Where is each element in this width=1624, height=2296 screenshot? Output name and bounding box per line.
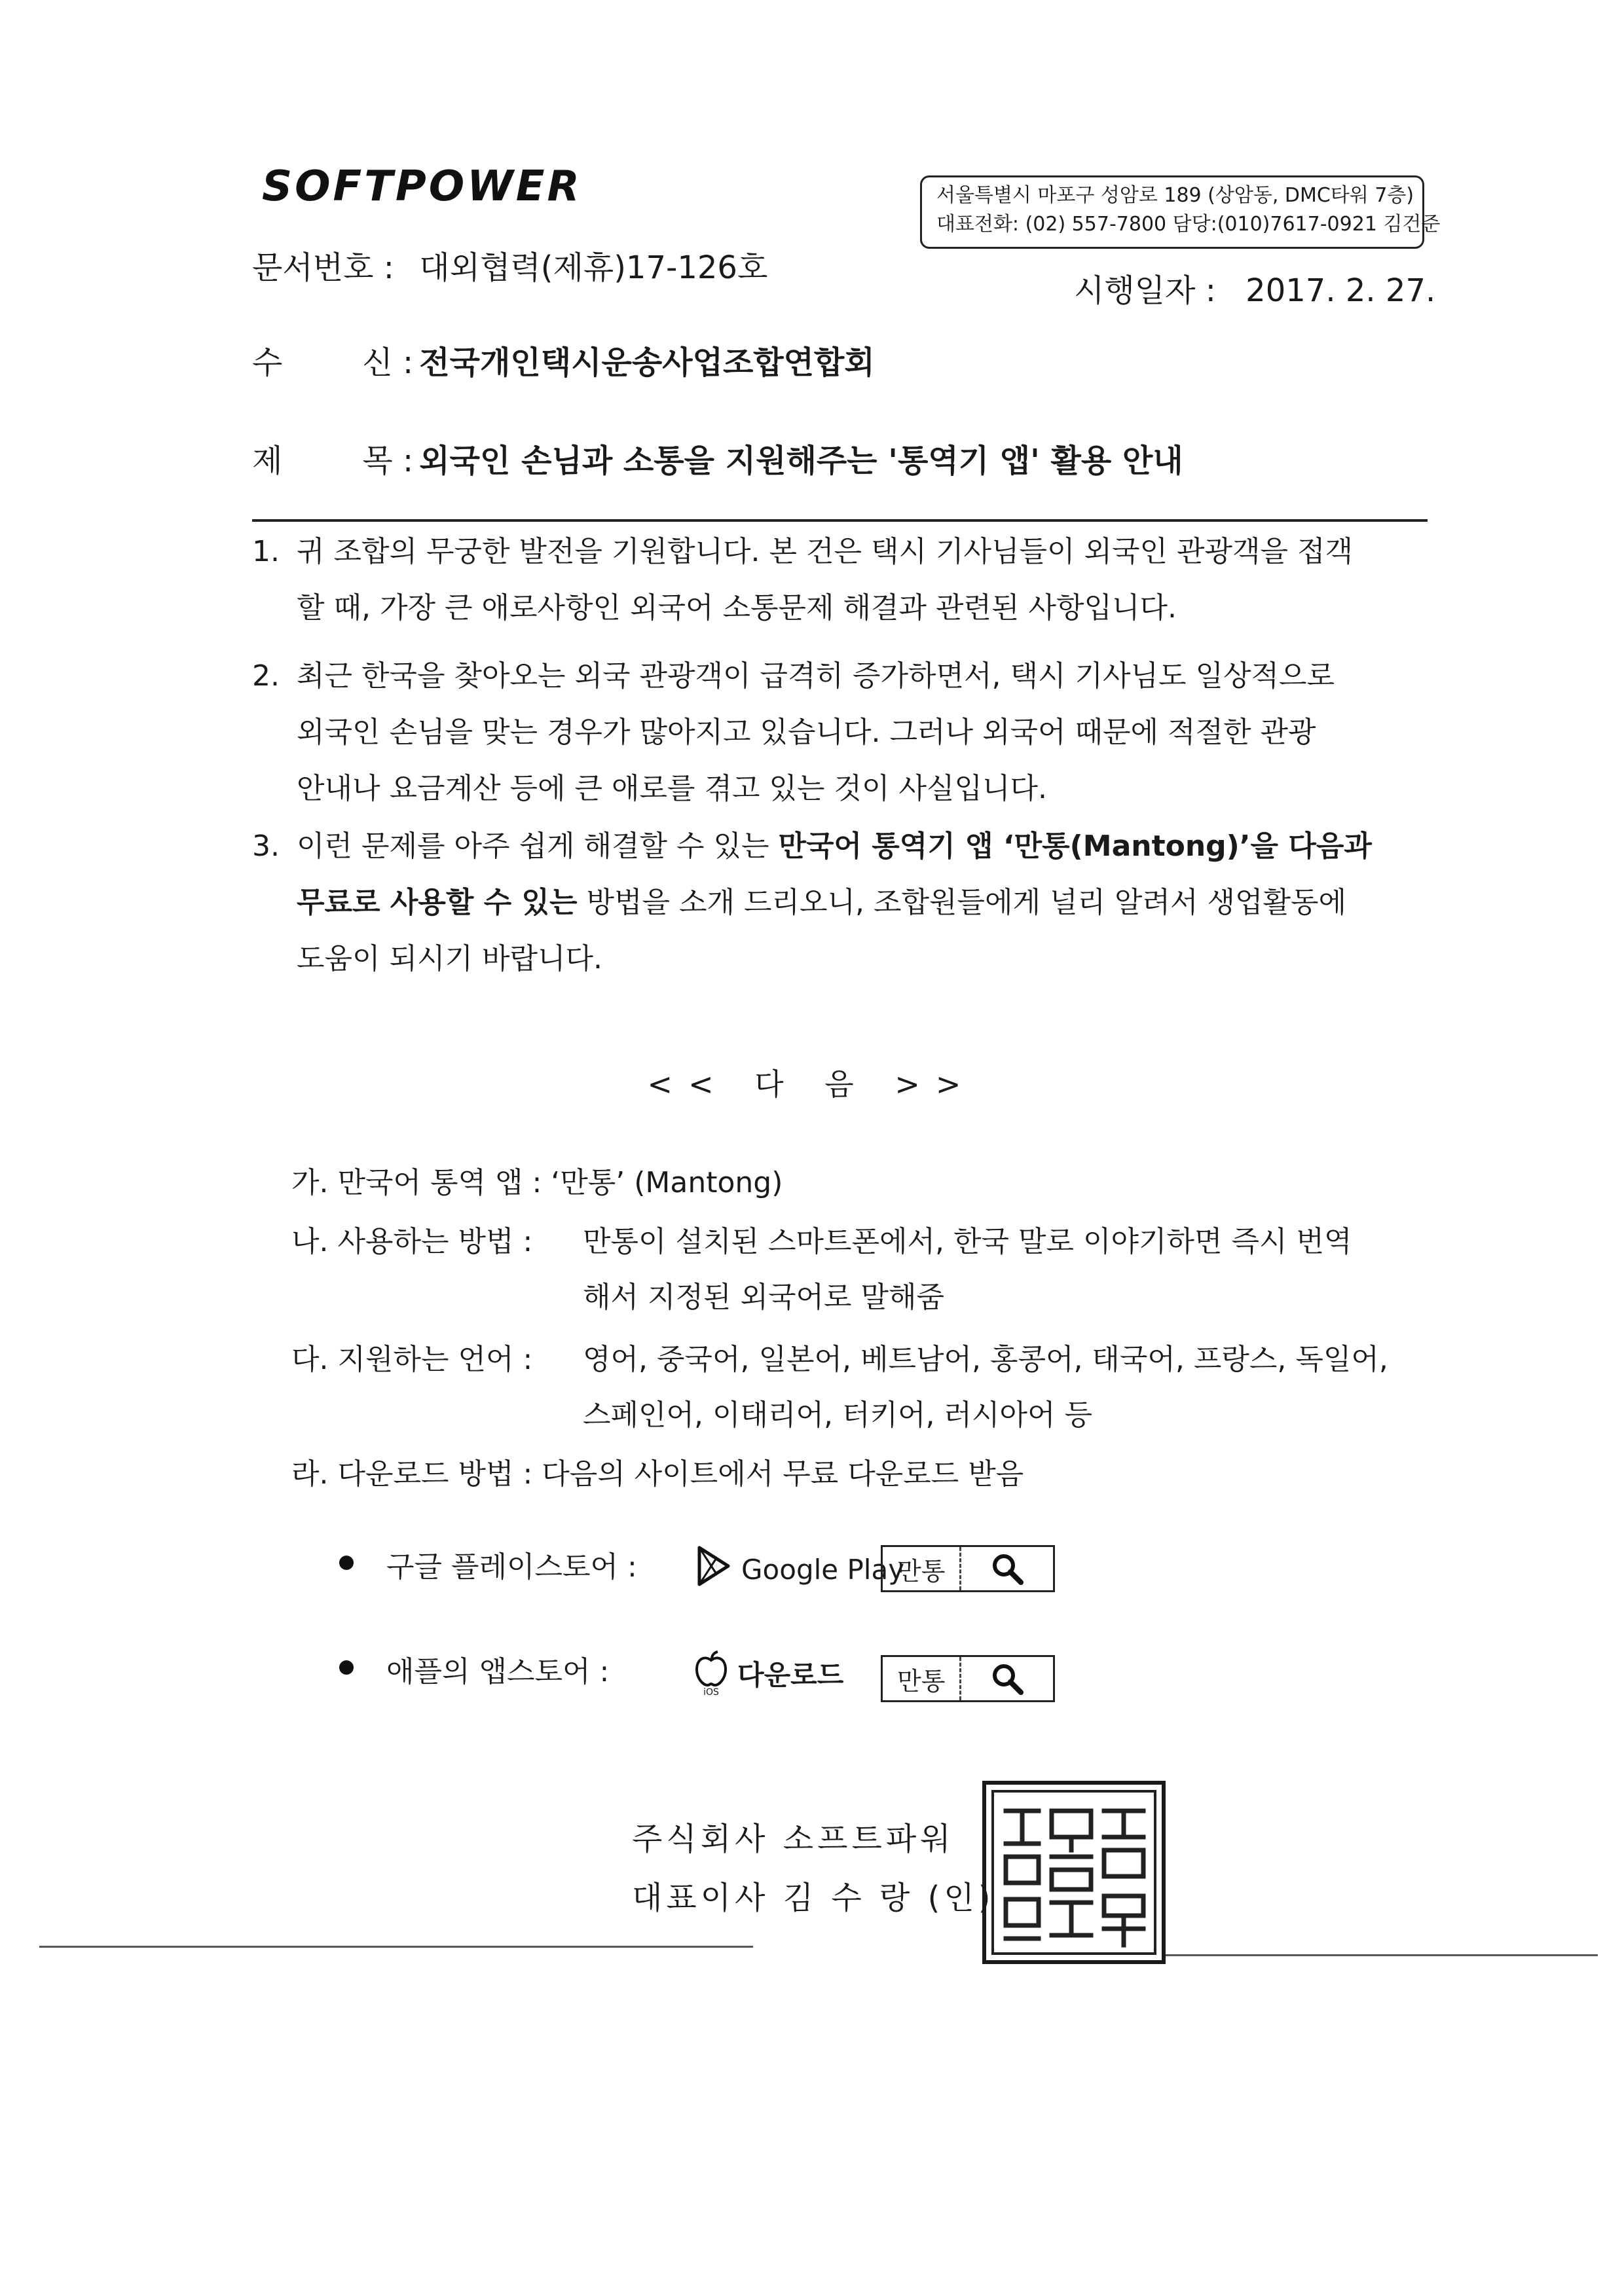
paragraph-number: 2. (252, 659, 280, 693)
item-ra: 라. 다운로드 방법 : 다음의 사이트에서 무료 다운로드 받음 (291, 1457, 1024, 1491)
paragraph-number: 3. (252, 829, 280, 863)
recipient-label: 수 신 : (252, 344, 414, 381)
recipient-row (252, 337, 875, 382)
apple-icon (694, 1650, 728, 1697)
doc-number-row (252, 242, 767, 287)
play-store-icon (694, 1545, 732, 1594)
free-use-emphasis: 무료로 사용할 수 있는 (297, 886, 578, 919)
google-play-text: Google Play (741, 1553, 905, 1586)
search-query: 만통 (883, 1657, 961, 1700)
issue-date: 2017. 2. 27. (1246, 272, 1436, 309)
item-da-line1: 영어, 중국어, 일본어, 베트남어, 홍콩어, 태국어, 프랑스, 독일어, (583, 1343, 1388, 1376)
ceo-name: 대표이사 김 수 랑 (인) (632, 1880, 995, 1916)
item-da-line2: 스페인어, 이태리어, 터키어, 러시아어 등 (583, 1398, 1092, 1432)
search-icon[interactable] (961, 1547, 1053, 1590)
google-search-box[interactable] (881, 1545, 1055, 1592)
search-query: 만통 (883, 1547, 961, 1590)
issue-date-row (1074, 265, 1435, 310)
recipient: 전국개인택시운송사업조합연합회 (419, 344, 875, 381)
item-na-line1: 만통이 설치된 스마트폰에서, 한국 말로 이야기하면 즉시 번역 (583, 1225, 1352, 1258)
app-name-emphasis: 만국어 통역기 앱 ‘만통(Mantong)’을 다음과 (778, 829, 1372, 863)
item-na-label: 나. 사용하는 방법 : (291, 1225, 533, 1258)
company-name: 주식회사 소프트파워 (632, 1821, 955, 1857)
footer-line-right (1166, 1954, 1598, 1956)
subject: 외국인 손님과 소통을 지원해주는 '통역기 앱' 활용 안내 (419, 443, 1183, 479)
item-ga: 가. 만국어 통역 앱 : ‘만통’ (Mantong) (291, 1166, 783, 1199)
subject-row (252, 435, 1183, 481)
google-store-label: 구글 플레이스토어 : (386, 1550, 637, 1584)
address-line: 서울특별시 마포구 성암로 189 (상암동, DMC타워 7층) (936, 184, 1414, 207)
subject-label: 제 목 : (252, 443, 414, 479)
paragraph-line (297, 818, 1431, 875)
company-logo: SOFTPOWER (262, 162, 582, 211)
next-heading: << 다 음 >> (647, 1066, 977, 1102)
footer-line-left (39, 1946, 753, 1948)
bullet (339, 1556, 354, 1570)
paragraph-number: 1. (252, 535, 280, 568)
bullet (339, 1660, 354, 1675)
paragraph-line: 귀 조합의 무궁한 발전을 기원합니다. 본 건은 택시 기사님들이 외국인 관광객을 접객 (297, 535, 1353, 568)
apple-download-logo[interactable] (694, 1650, 843, 1697)
apple-store-label: 애플의 앱스토어 : (386, 1655, 610, 1688)
google-play-logo[interactable] (694, 1545, 904, 1594)
paragraph-line: 안내나 요금계산 등에 큰 애로를 겪고 있는 것이 사실입니다. (297, 772, 1047, 805)
paragraph-3 (252, 818, 1431, 987)
paragraph-text: 이런 문제를 아주 쉽게 해결할 수 있는 (297, 829, 779, 863)
ios-tag: iOS (703, 1687, 719, 1698)
contact-line: 대표전화: (02) 557-7800 담당:(010)7617-0921 김건준 (936, 213, 1441, 236)
paragraph-line: 최근 한국을 찾아오는 외국 관광객이 급격히 증가하면서, 택시 기사님도 일상적으로 (297, 659, 1335, 693)
doc-number: 대외협력(제휴)17-126호 (419, 249, 768, 286)
paragraph-line: 외국인 손님을 맞는 경우가 많아지고 있습니다. 그러나 외국어 때문에 적절한 관광 (297, 716, 1316, 749)
paragraph-2 (252, 648, 1431, 817)
header-divider (252, 519, 1428, 522)
paragraph-line: 할 때, 가장 큰 애로사항인 외국어 소통문제 해결과 관련된 사항입니다. (297, 591, 1177, 625)
item-na-line2: 해서 지정된 외국어로 말해줌 (583, 1281, 945, 1314)
apple-search-box[interactable] (881, 1655, 1055, 1702)
doc-number-label: 문서번호 : (252, 249, 394, 286)
issue-date-label: 시행일자 : (1074, 272, 1216, 309)
search-icon[interactable] (961, 1657, 1053, 1700)
address-box (920, 175, 1441, 249)
paragraph-line: 도움이 되시기 바랍니다. (297, 942, 602, 975)
apple-download-text: 다운로드 (737, 1659, 844, 1691)
paragraph-text: 방법을 소개 드리오니, 조합원들에게 널리 알려서 생업활동에 (577, 886, 1346, 919)
paragraph-1 (252, 524, 1431, 636)
item-da-label: 다. 지원하는 언어 : (291, 1343, 533, 1376)
company-seal (982, 1781, 1166, 1964)
paragraph-line (297, 875, 1431, 931)
